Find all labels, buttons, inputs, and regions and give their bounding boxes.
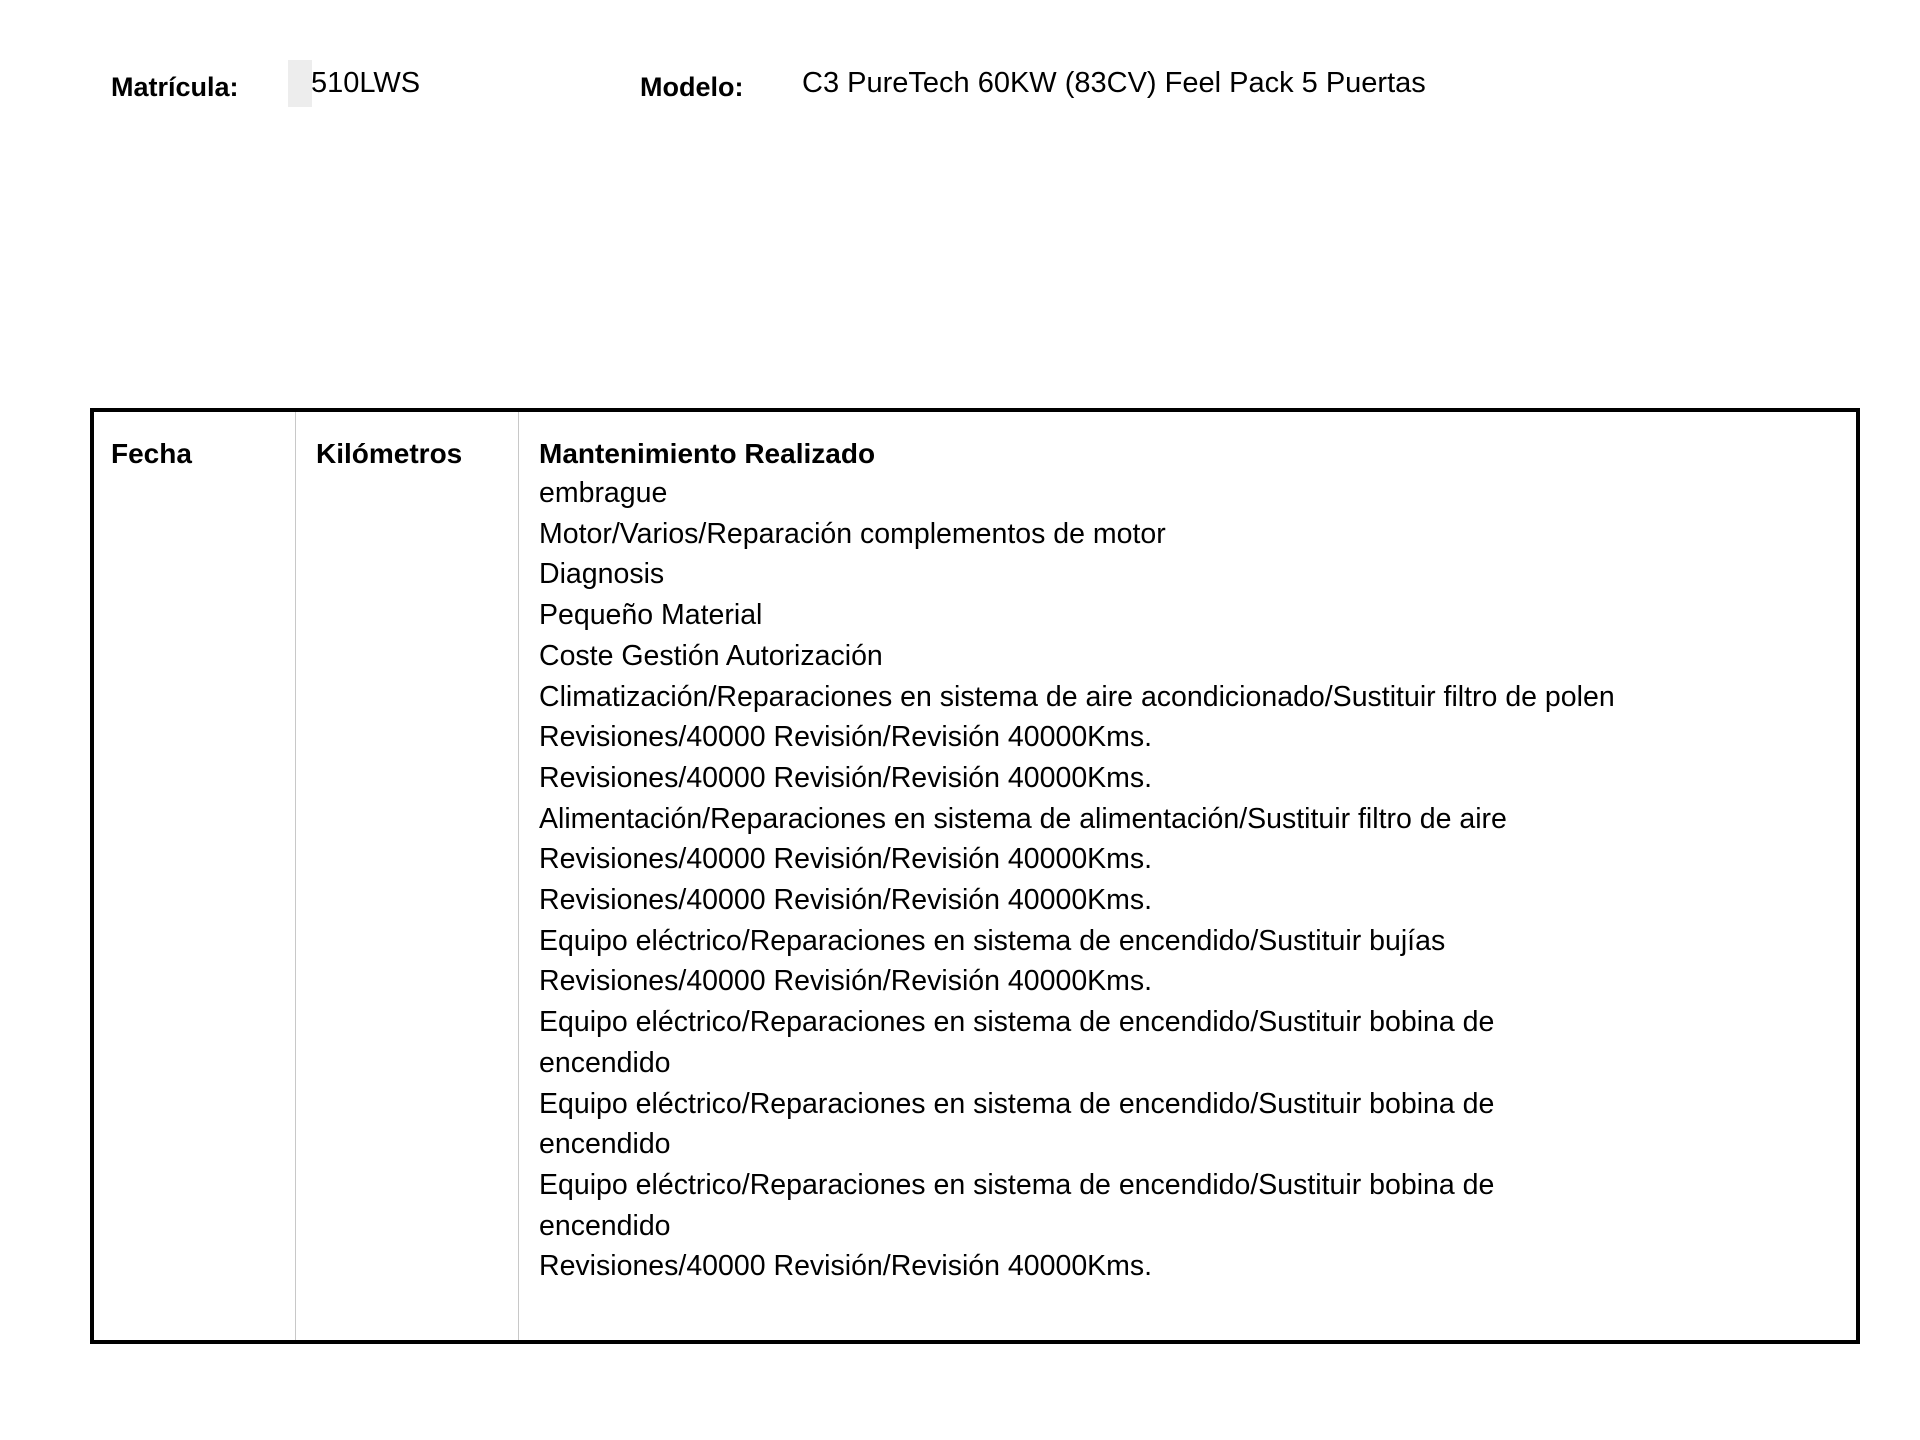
list-item: Coste Gestión Autorización — [539, 639, 883, 672]
list-item: Equipo eléctrico/Reparaciones en sistema de encendido/Sustituir bujías — [539, 924, 1446, 957]
maintenance-list — [539, 473, 1619, 1287]
model-label: Modelo: — [640, 72, 744, 102]
list-item: Revisiones/40000 Revisión/Revisión 40000Kms. — [539, 843, 1153, 876]
list-item: Climatización/Reparaciones en sistema de aire acondicionado/Sustituir filtro de polen — [539, 680, 1615, 713]
list-item: Revisiones/40000 Revisión/Revisión 40000Kms. — [539, 965, 1153, 998]
list-item: Revisiones/40000 Revisión/Revisión 40000Kms. — [539, 721, 1153, 754]
date-column-header: Fecha — [111, 438, 192, 469]
date-column — [94, 412, 296, 1340]
list-item: Motor/Varios/Reparación complementos de motor — [539, 517, 1166, 550]
kilometers-column — [296, 412, 519, 1340]
list-item: Revisiones/40000 Revisión/Revisión 40000Kms. — [539, 1250, 1153, 1283]
list-item: Equipo eléctrico/Reparaciones en sistema de encendido/Sustituir bobina de encendido — [539, 1168, 1495, 1242]
model-value: C3 PureTech 60KW (83CV) Feel Pack 5 Puertas — [802, 67, 1426, 99]
list-item: Revisiones/40000 Revisión/Revisión 40000Kms. — [539, 884, 1153, 917]
maintenance-column — [519, 412, 1856, 1340]
maintenance-column-header: Mantenimiento Realizado — [539, 438, 876, 469]
plate-label: Matrícula: — [111, 72, 239, 102]
plate-value: 510LWS — [311, 67, 421, 99]
list-item: Alimentación/Reparaciones en sistema de alimentación/Sustituir filtro de aire — [539, 802, 1507, 835]
kilometers-column-header: Kilómetros — [316, 438, 463, 469]
list-item: embrague — [539, 477, 668, 509]
list-item: Revisiones/40000 Revisión/Revisión 40000Kms. — [539, 761, 1153, 794]
maintenance-table — [90, 408, 1860, 1344]
list-item: Diagnosis — [539, 558, 665, 591]
list-item: Pequeño Material — [539, 599, 763, 632]
plate-highlight — [288, 60, 312, 107]
list-item: Equipo eléctrico/Reparaciones en sistema de encendido/Sustituir bobina de encendido — [539, 1087, 1495, 1161]
list-item: Equipo eléctrico/Reparaciones en sistema de encendido/Sustituir bobina de encendido — [539, 1006, 1495, 1079]
